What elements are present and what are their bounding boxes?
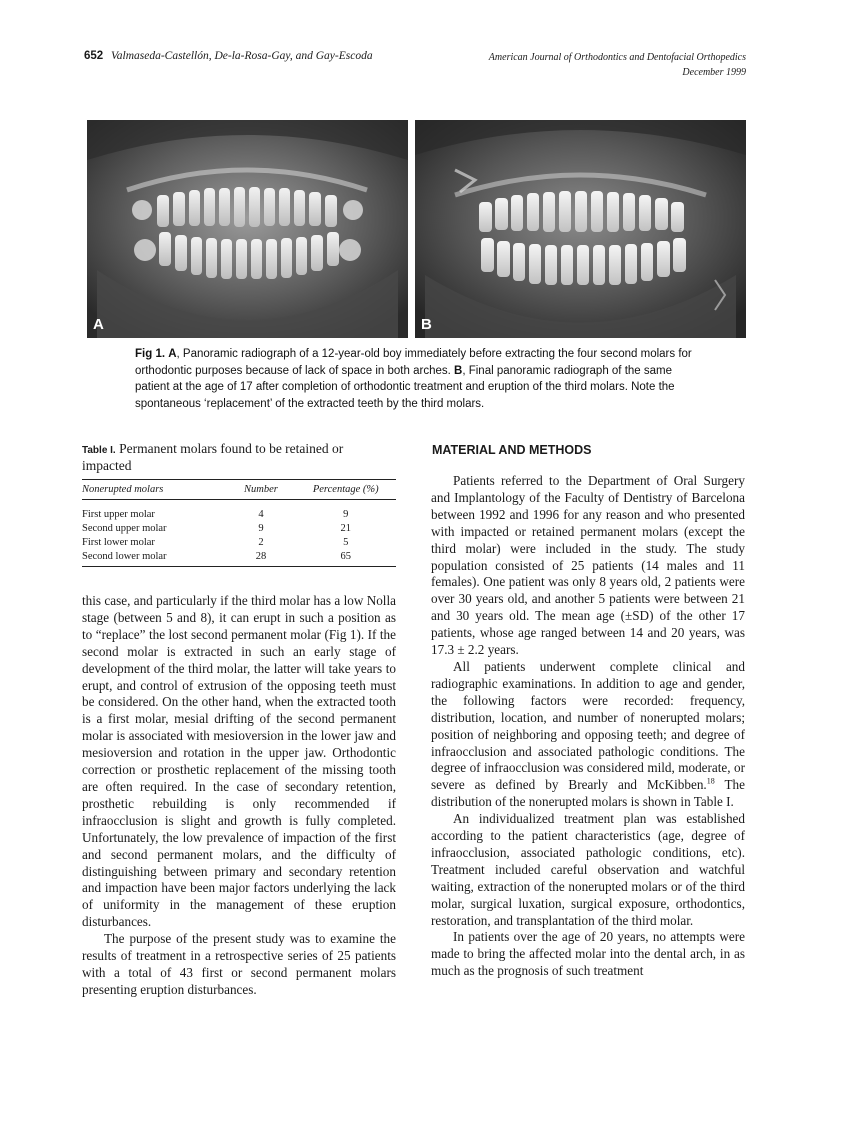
reference-superscript: 18 [706, 776, 715, 786]
table-cell: 5 [343, 537, 349, 548]
table-cell: First lower molar [82, 537, 155, 548]
section-heading: MATERIAL AND METHODS [432, 443, 592, 457]
table-row [82, 500, 396, 523]
body-paragraph: In patients over the age of 20 years, no attempts were made to bring the affected molar into the dental arch, in as much as the prognosis of such treatment [431, 929, 745, 979]
body-paragraph: An individualized treatment plan was established according to the patient characteristics (age, degree of infraocclusion, associated pathologic conditions, etc). Treatment included careful observation and watchful waiting, extraction of the nonerupted molars or of the third molar, surgical luxation, surgical exposure, orthodontics, restoration, and transplantation of the third molar. [431, 811, 745, 928]
table-header-row [82, 480, 396, 500]
paragraph-text: The distribution of the nonerupted molars is shown in Table I. [431, 777, 745, 810]
table-block [82, 441, 396, 567]
radiograph-panel-a [87, 120, 408, 338]
column-header: Number [226, 480, 295, 500]
caption-a-label: A [168, 348, 177, 360]
page-number: 652 [84, 50, 104, 62]
running-authors: Valmaseda-Castellón, De-la-Rosa-Gay, and Gay-Escoda [111, 50, 373, 62]
table-row [82, 522, 396, 536]
column-header: Nonerupted molars [82, 480, 226, 500]
table-cell: 28 [226, 550, 295, 567]
table-cell: First upper molar [82, 509, 155, 520]
molar-table [82, 479, 396, 567]
table-cell: Second upper molar [82, 523, 167, 534]
panel-b-letter: B [421, 316, 432, 333]
table-cell: 65 [296, 550, 396, 567]
table-cell: Second lower molar [82, 550, 226, 567]
body-paragraph: this case, and particularly if the third molar has a low Nolla stage (between 5 and 8), it can erupt in such a position as to “replace” the lost second permanent molar (Fig 1). If the second molar is extracted in such an early stage of development of the third molar, the latter will take years to erupt, and control of extrusion of the opposing teeth must be considered. On the other hand, when the extracted tooth is a first molar, mesial drifting of the second permanent molar is associated with mesioversion in the lower jaw and mesioversion and rotation in the upper jaw. Orthodontic correction or prosthetic replacement of the missing tooth are often required. In the case of secondary retention, prosthetic rebuilding is only recommended if infraocclusion is slight and growth is fully completed. Unfortunately, the low prevalence of impaction of the first and second permanent molars, and the difficulty of distinguishing between primary and secondary retention and impaction have been major factors underlying the lack of uniformity in the management of these eruption disturbances. [82, 593, 396, 930]
paragraph-text: All patients underwent complete clinical and radiographic examinations. In addition to age and gender, the following factors were recorded: frequency, distribution, location, and number of nonerupted molars; position of neighboring and opposing teeth; and degree of infraocclusion and associated pathologic conditions. The degree of infraocclusion was considered mild, moderate, or severe as defined by Brearly and McKibben. [431, 658, 745, 793]
table-row [82, 536, 396, 550]
running-header [84, 50, 746, 84]
table-cell: 9 [343, 509, 349, 520]
table-cell: 21 [340, 523, 351, 534]
body-paragraph [431, 659, 745, 811]
panoramic-radiograph-a [87, 120, 408, 338]
column-header: Percentage (%) [296, 480, 396, 500]
journal-name: American Journal of Orthodontics and Dentofacial Orthopedics [488, 52, 746, 63]
issue-date: December 1999 [682, 67, 746, 78]
panoramic-radiograph-b [415, 120, 746, 338]
table-label: Table I. [82, 445, 116, 456]
figure-caption [135, 346, 705, 412]
table-row [82, 550, 396, 567]
body-paragraph: The purpose of the present study was to examine the results of treatment in a retrospective series of 25 patients with a total of 43 first or second permanent molars presenting eruption disturbances. [82, 931, 396, 997]
left-text-column [82, 593, 396, 999]
table-title-text: Permanent molars found to be retained or impacted [82, 441, 344, 473]
table-cell: 4 [258, 509, 264, 520]
table-title [82, 441, 396, 473]
table-cell: 2 [258, 537, 264, 548]
radiograph-panel-b [415, 120, 746, 338]
body-paragraph: Patients referred to the Department of Oral Surgery and Implantology of the Faculty of Dentistry of Barcelona between 1992 and 1996 for any reason and who presented with impacted or retained permanent molars (except the third molar) were included in the study. The study population consisted of 25 patients (14 males and 11 females). One patient was only 8 years old, 2 patients were over 30 years old, and another 5 patients were between 21 and 30 years old. The mean age (±SD) of the other 17 patients, whose age ranged between 14 and 20 years, was 17.3 ± 2.2 years. [431, 473, 745, 658]
caption-b-text: , Final panoramic radiograph of the same patient at the age of 17 after completion of orthodontic treatment and eruption of the third molars. Note the spontaneous ‘replacement’ of the extracted teeth by the third molars. [135, 364, 675, 410]
right-text-column [431, 473, 745, 980]
figure-label: Fig 1. [135, 348, 166, 360]
panel-a-letter: A [93, 316, 104, 333]
caption-b-label: B [454, 364, 463, 377]
table-cell: 9 [258, 523, 264, 534]
caption-a-text: , Panoramic radiograph of a 12-year-old boy immediately before extracting the four second molars for orthodontic purposes because of lack of space in both arches. [135, 348, 692, 377]
